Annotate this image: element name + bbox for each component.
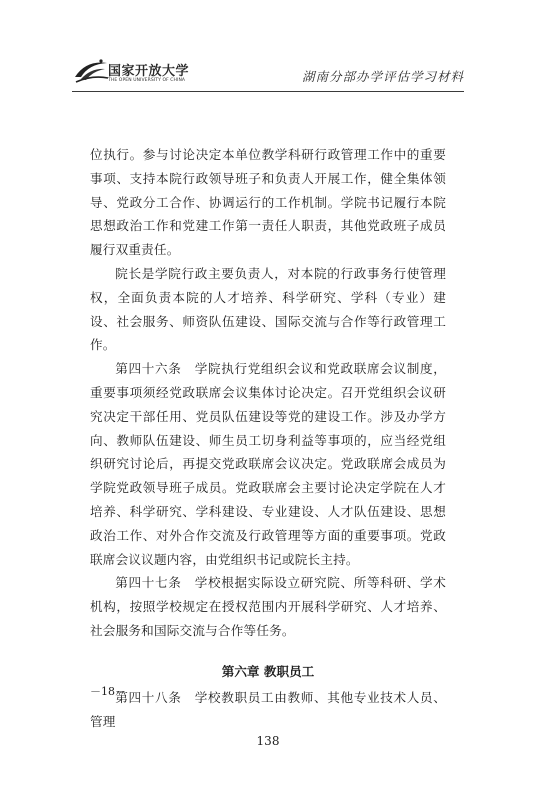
body-text bbox=[90, 143, 446, 733]
paragraph: 第四十七条 学校根据实际设立研究院、所等科研、学术机构，按照学校规定在授权范围内开展科学研究、人才培养、社会服务和国际交流与合作等任务。 bbox=[90, 575, 446, 638]
paragraph: 院长是学院行政主要负责人，对本院的行政事务行使管理权，全面负责本院的人才培养、科学研究、学科（专业）建设、社会服务、师资队伍建设、国际交流与合作等行政管理工作。 bbox=[90, 265, 446, 353]
paragraph: 位执行。参与讨论决定本单位教学科研行政管理工作中的重要事项、支持本院行政领导班子和负责人开展工作，健全集体领导、党政分工合作、协调运行的工作机制。学院书记履行本院思想政治工作和党建工作第一责任人职责，其他党政班子成员履行双重责任。 bbox=[90, 147, 446, 258]
page-number: 138 bbox=[256, 734, 280, 748]
paragraph: 第四十八条 学校教职员工由教师、其他专业技术人员、管理 bbox=[90, 689, 446, 729]
page-header bbox=[0, 0, 536, 100]
chapter-heading: 第六章 教职员工 bbox=[221, 663, 315, 679]
university-logo-icon bbox=[72, 56, 110, 86]
header-rule bbox=[72, 91, 464, 92]
brand-name-cn: 国家开放大学 bbox=[108, 64, 190, 79]
section-page-number: －18－ bbox=[90, 685, 126, 698]
brand-name-en: THE OPEN UNIVERSITY OF CHINA bbox=[108, 78, 186, 83]
series-title: 湖南分部办学评估学习材料 bbox=[301, 69, 464, 84]
paragraph: 第四十六条 学院执行党组织会议和党政联席会议制度，重要事项须经党政联席会议集体讨论决定。召开党组织会议研究决定干部任用、党员队伍建设等党的建设工作。涉及办学方向、教师队伍建设、师生员工切身利益等事项的，应当经党组织研究讨论后，再提交党政联席会议决定。党政联席会成员为学院党政领导班子成员。党政联席会主要讨论决定学院在人才培养、科学研究、学科建设、专业建设、人才队伍建设、思想政治工作、对外合作交流及行政管理等方面的重要事项。党政联席会议议题内容，由党组织书记或院长主持。 bbox=[90, 361, 446, 567]
